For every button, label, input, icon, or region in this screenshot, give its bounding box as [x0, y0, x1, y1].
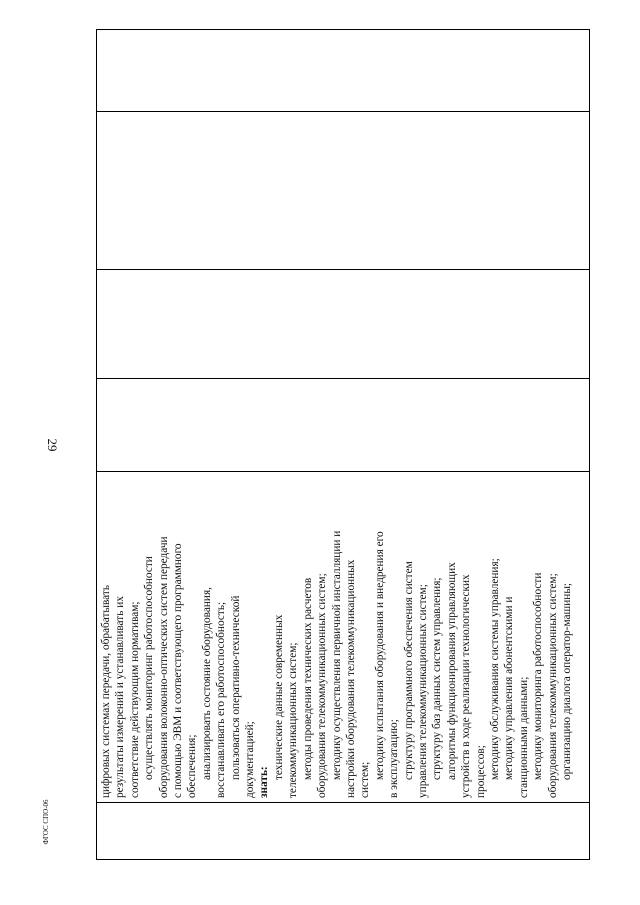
- content-line: результаты измерений и устанавливать их: [114, 596, 127, 798]
- content-line: пользоваться оперативно-технической: [229, 595, 242, 780]
- content-line: структуру баз данных систем управления;: [431, 577, 444, 780]
- table-cell-content: [97, 472, 590, 803]
- content-line: методику обслуживания системы управления;: [488, 558, 501, 780]
- content-line: телекоммуникационных систем;: [287, 642, 300, 798]
- content-line: организацию диалога оператор-машины;: [561, 582, 573, 780]
- table-row: [97, 30, 590, 860]
- content-line: алгоритмы функционирования управляющих: [445, 562, 458, 780]
- content-line: оборудования телекоммуникационных систем;: [546, 573, 559, 798]
- curriculum-table-container: [96, 36, 590, 860]
- content-line: обеспечения;: [186, 734, 199, 798]
- content-line: устройств в ходе реализации технологических: [460, 574, 473, 798]
- content-line: с помощью ЭВМ и соответствующего программного: [172, 543, 185, 798]
- footer-code: [42, 792, 56, 852]
- table-cell-hours-class: [97, 270, 590, 379]
- page-number: [37, 433, 67, 457]
- content-line: методику управления абонентскими и: [503, 596, 516, 780]
- content-line: технические данные современных: [272, 614, 285, 780]
- content-line: соответствие действующим нормативам;: [128, 601, 141, 798]
- content-lines: [97, 472, 576, 802]
- content-line: методы проведения технических расчетов: [301, 577, 314, 780]
- content-line: методику испытания оборудования и внедрения его: [373, 531, 386, 780]
- content-line: процессов;: [474, 745, 487, 798]
- content-line: восстанавливать его работоспособность;: [215, 601, 228, 798]
- content-line: систем;: [359, 761, 372, 798]
- page-number-text: 29: [45, 438, 60, 452]
- content-line: управления телекоммуникационных систем;: [416, 584, 429, 798]
- content-line: настройки оборудования телекоммуникационных: [344, 559, 357, 798]
- table-cell-hours-max: [97, 379, 590, 472]
- section-heading: знать:: [258, 766, 271, 798]
- content-line: анализировать состояние оборудования,: [200, 587, 213, 780]
- content-line: станционными данными;: [517, 676, 530, 798]
- footer-code-text: ФГОС СПО-06: [42, 799, 50, 845]
- content-line: оборудования телекоммуникационных систем;: [316, 573, 329, 798]
- content-line: оборудования волоконно-оптических систем передачи: [157, 536, 170, 798]
- content-line: документацией;: [244, 721, 257, 798]
- table-cell-discipline: [97, 112, 590, 270]
- table-cell-index: [97, 803, 590, 860]
- content-line: в эксплуатацию;: [388, 719, 401, 798]
- content-line: осуществлять мониторинг работоспособности: [143, 556, 156, 780]
- content-line: методику мониторинга работоспособности: [532, 572, 545, 780]
- table-cell-competence: [97, 30, 590, 112]
- rotated-page-content: [96, 36, 590, 860]
- curriculum-table: [96, 29, 590, 860]
- content-line: цифровых системах передачи, обрабатывать: [100, 585, 112, 798]
- content-line: методику осуществления первичной инсталляции и: [330, 530, 343, 780]
- content-line: структуру программного обеспечения систем: [402, 561, 415, 780]
